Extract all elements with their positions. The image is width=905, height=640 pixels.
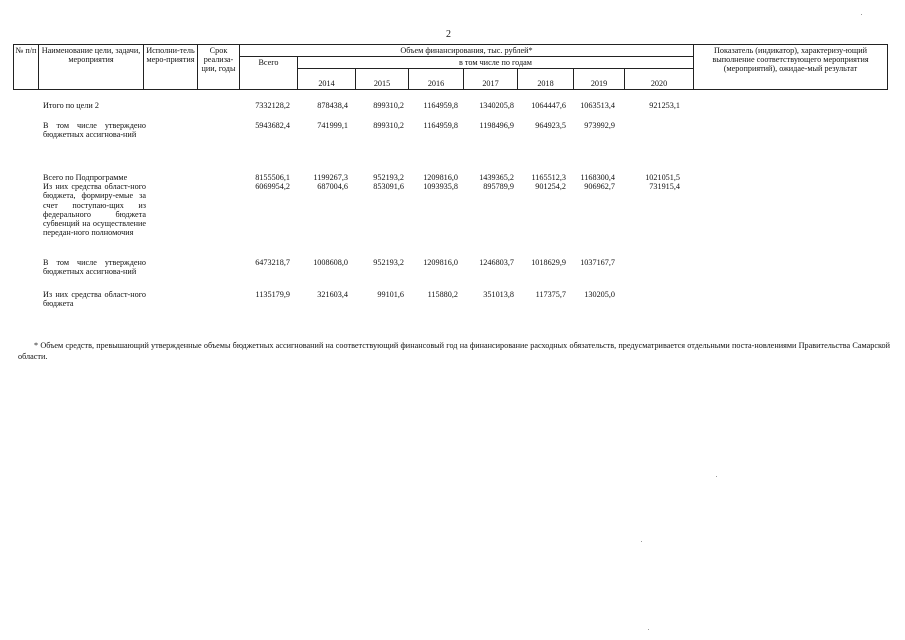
row-2014: 741999,1 xyxy=(317,121,348,130)
row-total: 6473218,7 xyxy=(255,258,290,267)
row-2015: 899310,2 xyxy=(373,121,404,130)
row-total: 5943682,4 xyxy=(255,121,290,130)
header-executor: Исполни-тель меро-приятия xyxy=(144,45,198,90)
row-2018: 964923,5 xyxy=(535,121,566,130)
header-name: Наименование цели, задачи, мероприятия xyxy=(39,45,144,90)
scan-speck xyxy=(716,476,717,477)
row-2014: 321603,4 xyxy=(317,290,348,299)
row-2018: 1064447,6 xyxy=(531,101,566,110)
row-label: Из них средства област-ного бюджета xyxy=(43,290,146,309)
header-year-2018: 2018 xyxy=(518,69,574,90)
financing-table xyxy=(13,44,888,90)
row-2015: 899310,2 xyxy=(373,101,404,110)
header-term: Срок реализа-ции, годы xyxy=(198,45,240,90)
row-2015: 952193,2 xyxy=(373,258,404,267)
row-2016: 1209816,0 xyxy=(423,173,458,182)
row-2014: 878438,4 xyxy=(317,101,348,110)
header-by-years: в том числе по годам xyxy=(298,57,694,69)
header-indicator: Показатель (индикатор), характеризу-ющий выполнение соответствующего мероприятия (мероприятий), ожидае-мый результат xyxy=(694,45,888,90)
row-2019: 1037167,7 xyxy=(580,258,615,267)
row-2017: 1439365,2 xyxy=(479,173,514,182)
header-year-2019: 2019 xyxy=(574,69,625,90)
scan-speck xyxy=(861,14,862,15)
row-total: 8155506,1 xyxy=(255,173,290,182)
page-number: 2 xyxy=(446,29,451,40)
row-total: 6069954,2 xyxy=(255,182,290,191)
row-2016: 1209816,0 xyxy=(423,258,458,267)
row-2016: 115880,2 xyxy=(427,290,458,299)
row-label: В том числе утверждено бюджетных ассигнова-ний xyxy=(43,258,146,277)
row-2020: 731915,4 xyxy=(649,182,680,191)
row-2020: 921253,1 xyxy=(649,101,680,110)
row-2015: 853091,6 xyxy=(373,182,404,191)
row-2019: 1168300,4 xyxy=(580,173,615,182)
row-2020: 1021051,5 xyxy=(645,173,680,182)
header-year-2017: 2017 xyxy=(464,69,518,90)
row-label: Всего по Подпрограмме xyxy=(43,173,128,182)
row-2015: 99101,6 xyxy=(377,290,404,299)
header-year-2015: 2015 xyxy=(356,69,409,90)
row-2019: 973992,9 xyxy=(584,121,615,130)
header-year-2014: 2014 xyxy=(298,69,356,90)
row-2017: 1198496,9 xyxy=(479,121,514,130)
row-2018: 1165512,3 xyxy=(531,173,566,182)
header-num: № п/п xyxy=(14,45,39,90)
scan-speck xyxy=(641,541,642,542)
row-label: Из них средства област-ного бюджета, формиру-емые за счет поступаю-щих из федерального бюджета субвенций на осуществление передан-ного полномочия xyxy=(43,182,146,238)
header-year-2020: 2020 xyxy=(625,69,694,90)
header-year-2016: 2016 xyxy=(409,69,464,90)
footnote: * Объем средств, превышающий утвержденные объемы бюджетных ассигнований на соответствующий финансовый год на финансирование расходных обязательств, предусматривается отдельными поста-новлениями Правительства Самарской области. xyxy=(18,341,890,361)
row-label: Итого по цели 2 xyxy=(43,101,99,110)
row-2016: 1093935,8 xyxy=(423,182,458,191)
row-2017: 895789,9 xyxy=(483,182,514,191)
header-financing: Объем финансирования, тыс. рублей* xyxy=(240,45,694,57)
row-2014: 1008608,0 xyxy=(313,258,348,267)
row-2018: 117375,7 xyxy=(535,290,566,299)
row-total: 7332128,2 xyxy=(255,101,290,110)
row-2014: 687004,6 xyxy=(317,182,348,191)
row-2019: 1063513,4 xyxy=(580,101,615,110)
row-2016: 1164959,8 xyxy=(423,121,458,130)
row-total: 1135179,9 xyxy=(255,290,290,299)
header-total: Всего xyxy=(240,57,298,90)
row-2017: 1340205,8 xyxy=(479,101,514,110)
row-2017: 1246803,7 xyxy=(479,258,514,267)
row-2018: 1018629,9 xyxy=(531,258,566,267)
row-2016: 1164959,8 xyxy=(423,101,458,110)
row-label: В том числе утверждено бюджетных ассигнова-ний xyxy=(43,121,146,140)
row-2019: 906962,7 xyxy=(584,182,615,191)
scan-speck xyxy=(648,629,649,630)
row-2018: 901254,2 xyxy=(535,182,566,191)
row-2017: 351013,8 xyxy=(483,290,514,299)
row-2015: 952193,2 xyxy=(373,173,404,182)
row-2019: 130205,0 xyxy=(584,290,615,299)
row-2014: 1199267,3 xyxy=(313,173,348,182)
